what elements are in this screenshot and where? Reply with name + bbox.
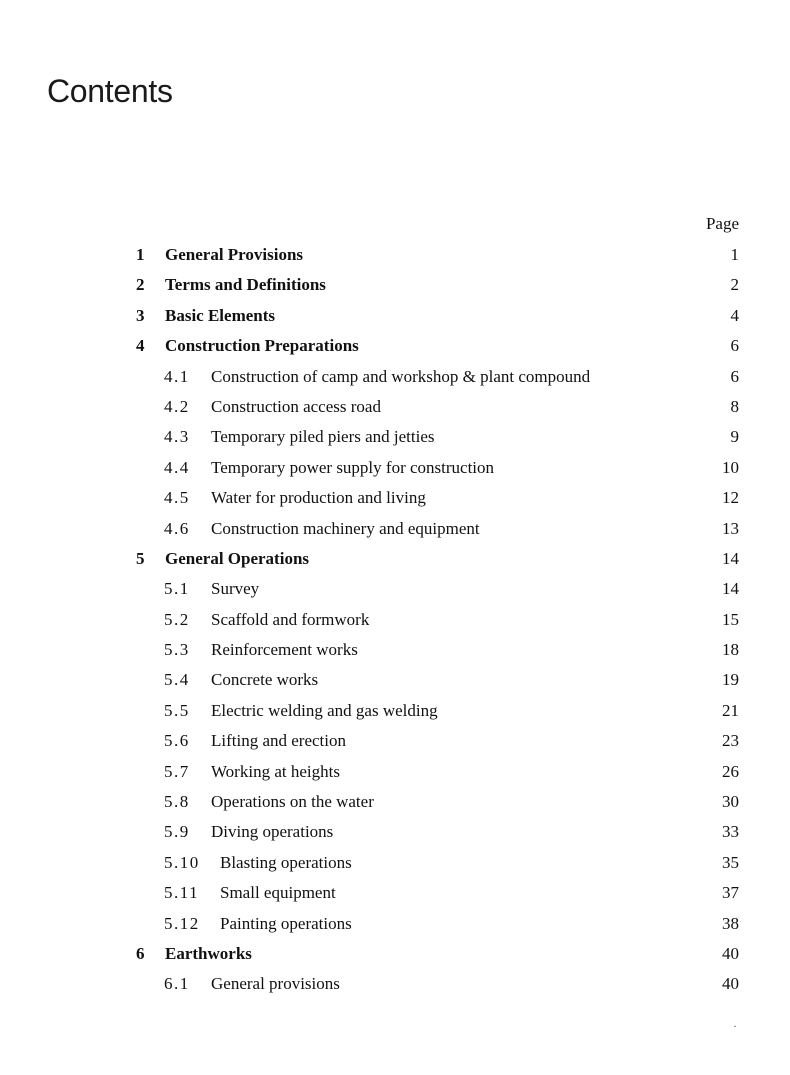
- toc-section-row[interactable]: [0, 514, 790, 544]
- toc-entry-page: 40: [722, 974, 739, 994]
- toc-entry-page: 33: [722, 822, 739, 842]
- toc-chapter-row[interactable]: [0, 331, 790, 361]
- toc-section-row[interactable]: [0, 665, 790, 695]
- toc-entry-title: Diving operations: [211, 822, 334, 842]
- toc-entry-number: 5.12: [164, 913, 200, 933]
- toc-entry-number: 5.3: [164, 640, 190, 660]
- toc-section-row[interactable]: [0, 483, 790, 513]
- toc-entry-page: 15: [722, 609, 739, 629]
- toc-entry-number: 5: [136, 548, 145, 568]
- toc-entry-number: 4.2: [164, 396, 190, 416]
- toc-entry-page: 2: [730, 275, 739, 295]
- toc-entry-number: 5.10: [164, 852, 200, 872]
- toc-chapter-row[interactable]: [0, 270, 790, 300]
- toc-section-row[interactable]: [0, 787, 790, 817]
- toc-entry-number: 5.6: [164, 731, 190, 751]
- toc-entry-page: 38: [722, 913, 739, 933]
- page-title: Contents: [47, 73, 173, 110]
- toc-entry-page: 4: [730, 305, 739, 325]
- footer-mark: ·: [733, 1019, 737, 1033]
- toc-section-row[interactable]: [0, 878, 790, 908]
- toc-chapter-row[interactable]: [0, 240, 790, 270]
- toc-entry-number: 5.5: [164, 700, 190, 720]
- toc-entry-page: 14: [722, 579, 739, 599]
- toc-entry-page: 1: [730, 245, 739, 264]
- toc-entry-title: Lifting and erection: [211, 731, 347, 751]
- toc-section-row[interactable]: [0, 848, 790, 878]
- toc-entry-number: 3: [136, 305, 145, 325]
- toc-entry-title: Small equipment: [220, 883, 336, 903]
- toc-entry-title: Electric welding and gas welding: [211, 700, 438, 720]
- toc-entry-title: Construction Preparations: [165, 336, 359, 356]
- toc-entry-number: 4: [136, 336, 145, 356]
- toc-entry-number: 4.1: [164, 366, 190, 386]
- toc-entry-number: 6.1: [164, 974, 190, 994]
- toc-entry-title: Operations on the water: [211, 792, 374, 812]
- toc-entry-number: 5.9: [164, 822, 190, 842]
- toc-entry-number: 5.11: [164, 883, 200, 903]
- toc-entry-title: Painting operations: [220, 913, 352, 933]
- toc-entry-title: Survey: [211, 579, 260, 599]
- toc-entry-title: Blasting operations: [220, 852, 352, 872]
- toc-entry-number: 4.6: [164, 518, 190, 538]
- toc-entry-title: Basic Elements: [165, 305, 276, 325]
- toc-entry-page: 14: [722, 548, 739, 568]
- toc-entry-title: Earthworks: [165, 943, 252, 963]
- toc-entry-number: 5.2: [164, 609, 190, 629]
- toc-entry-page: 30: [722, 792, 739, 812]
- toc-entry-page: 21: [722, 700, 739, 720]
- toc-entry-page: 18: [722, 640, 739, 660]
- toc-entry-title: Scaffold and formwork: [211, 609, 370, 629]
- toc-entry-number: 5.8: [164, 792, 190, 812]
- toc-chapter-row[interactable]: [0, 544, 790, 574]
- toc-entry-title: Temporary power supply for construction: [211, 457, 495, 477]
- toc-entry-number: 4.5: [164, 488, 190, 508]
- toc-entry-page: 6: [730, 336, 739, 356]
- toc-entry-page: 6: [730, 366, 739, 386]
- toc-entry-number: 1: [136, 245, 145, 264]
- toc-entry-title: Reinforcement works: [211, 640, 358, 660]
- toc-entry-number: 5.1: [164, 579, 190, 599]
- toc-entry-page: 19: [722, 670, 739, 690]
- toc-entry-page: 23: [722, 731, 739, 751]
- toc-entry-page: 40: [722, 943, 739, 963]
- toc-entry-number: 5.7: [164, 761, 190, 781]
- toc-entry-page: 9: [730, 427, 739, 447]
- toc-entry-number: 4.4: [164, 457, 190, 477]
- toc-entry-title: Construction of camp and workshop & plant compound: [211, 366, 591, 386]
- toc-entry-number: 5.4: [164, 670, 190, 690]
- toc-entry-title: Construction machinery and equipment: [211, 518, 480, 538]
- toc-section-row[interactable]: [0, 453, 790, 483]
- toc-entry-title: General Provisions: [165, 245, 304, 264]
- toc-entry-title: Water for production and living: [211, 488, 426, 508]
- toc-section-row[interactable]: [0, 726, 790, 756]
- table-of-contents: [0, 240, 790, 1000]
- toc-entry-page: 26: [722, 761, 739, 781]
- toc-section-row[interactable]: [0, 605, 790, 635]
- toc-entry-number: 6: [136, 943, 145, 963]
- toc-entry-title: General provisions: [211, 974, 340, 994]
- toc-entry-title: Construction access road: [211, 396, 381, 416]
- toc-entry-page: 35: [722, 852, 739, 872]
- toc-section-row[interactable]: [0, 909, 790, 939]
- toc-section-row[interactable]: [0, 969, 790, 999]
- page-column-header: Page: [705, 214, 739, 233]
- toc-section-row[interactable]: [0, 574, 790, 604]
- toc-entry-page: 37: [722, 883, 739, 903]
- toc-entry-title: General Operations: [165, 548, 310, 568]
- toc-section-row[interactable]: [0, 696, 790, 726]
- toc-section-row[interactable]: [0, 422, 790, 452]
- toc-entry-title: Temporary piled piers and jetties: [211, 427, 435, 447]
- toc-entry-number: 2: [136, 275, 145, 295]
- toc-entry-page: 12: [722, 488, 739, 508]
- toc-section-row[interactable]: [0, 635, 790, 665]
- toc-entry-title: Working at heights: [211, 761, 340, 781]
- toc-section-row[interactable]: [0, 362, 790, 392]
- toc-chapter-row[interactable]: [0, 939, 790, 969]
- toc-section-row[interactable]: [0, 757, 790, 787]
- toc-chapter-row[interactable]: [0, 301, 790, 331]
- toc-entry-page: 13: [722, 518, 739, 538]
- toc-section-row[interactable]: [0, 817, 790, 847]
- toc-entry-page: 10: [722, 457, 739, 477]
- toc-entry-title: Terms and Definitions: [165, 275, 326, 295]
- toc-entry-title: Concrete works: [211, 670, 319, 690]
- toc-entry-number: 4.3: [164, 427, 190, 447]
- toc-section-row[interactable]: [0, 392, 790, 422]
- toc-entry-page: 8: [730, 396, 739, 416]
